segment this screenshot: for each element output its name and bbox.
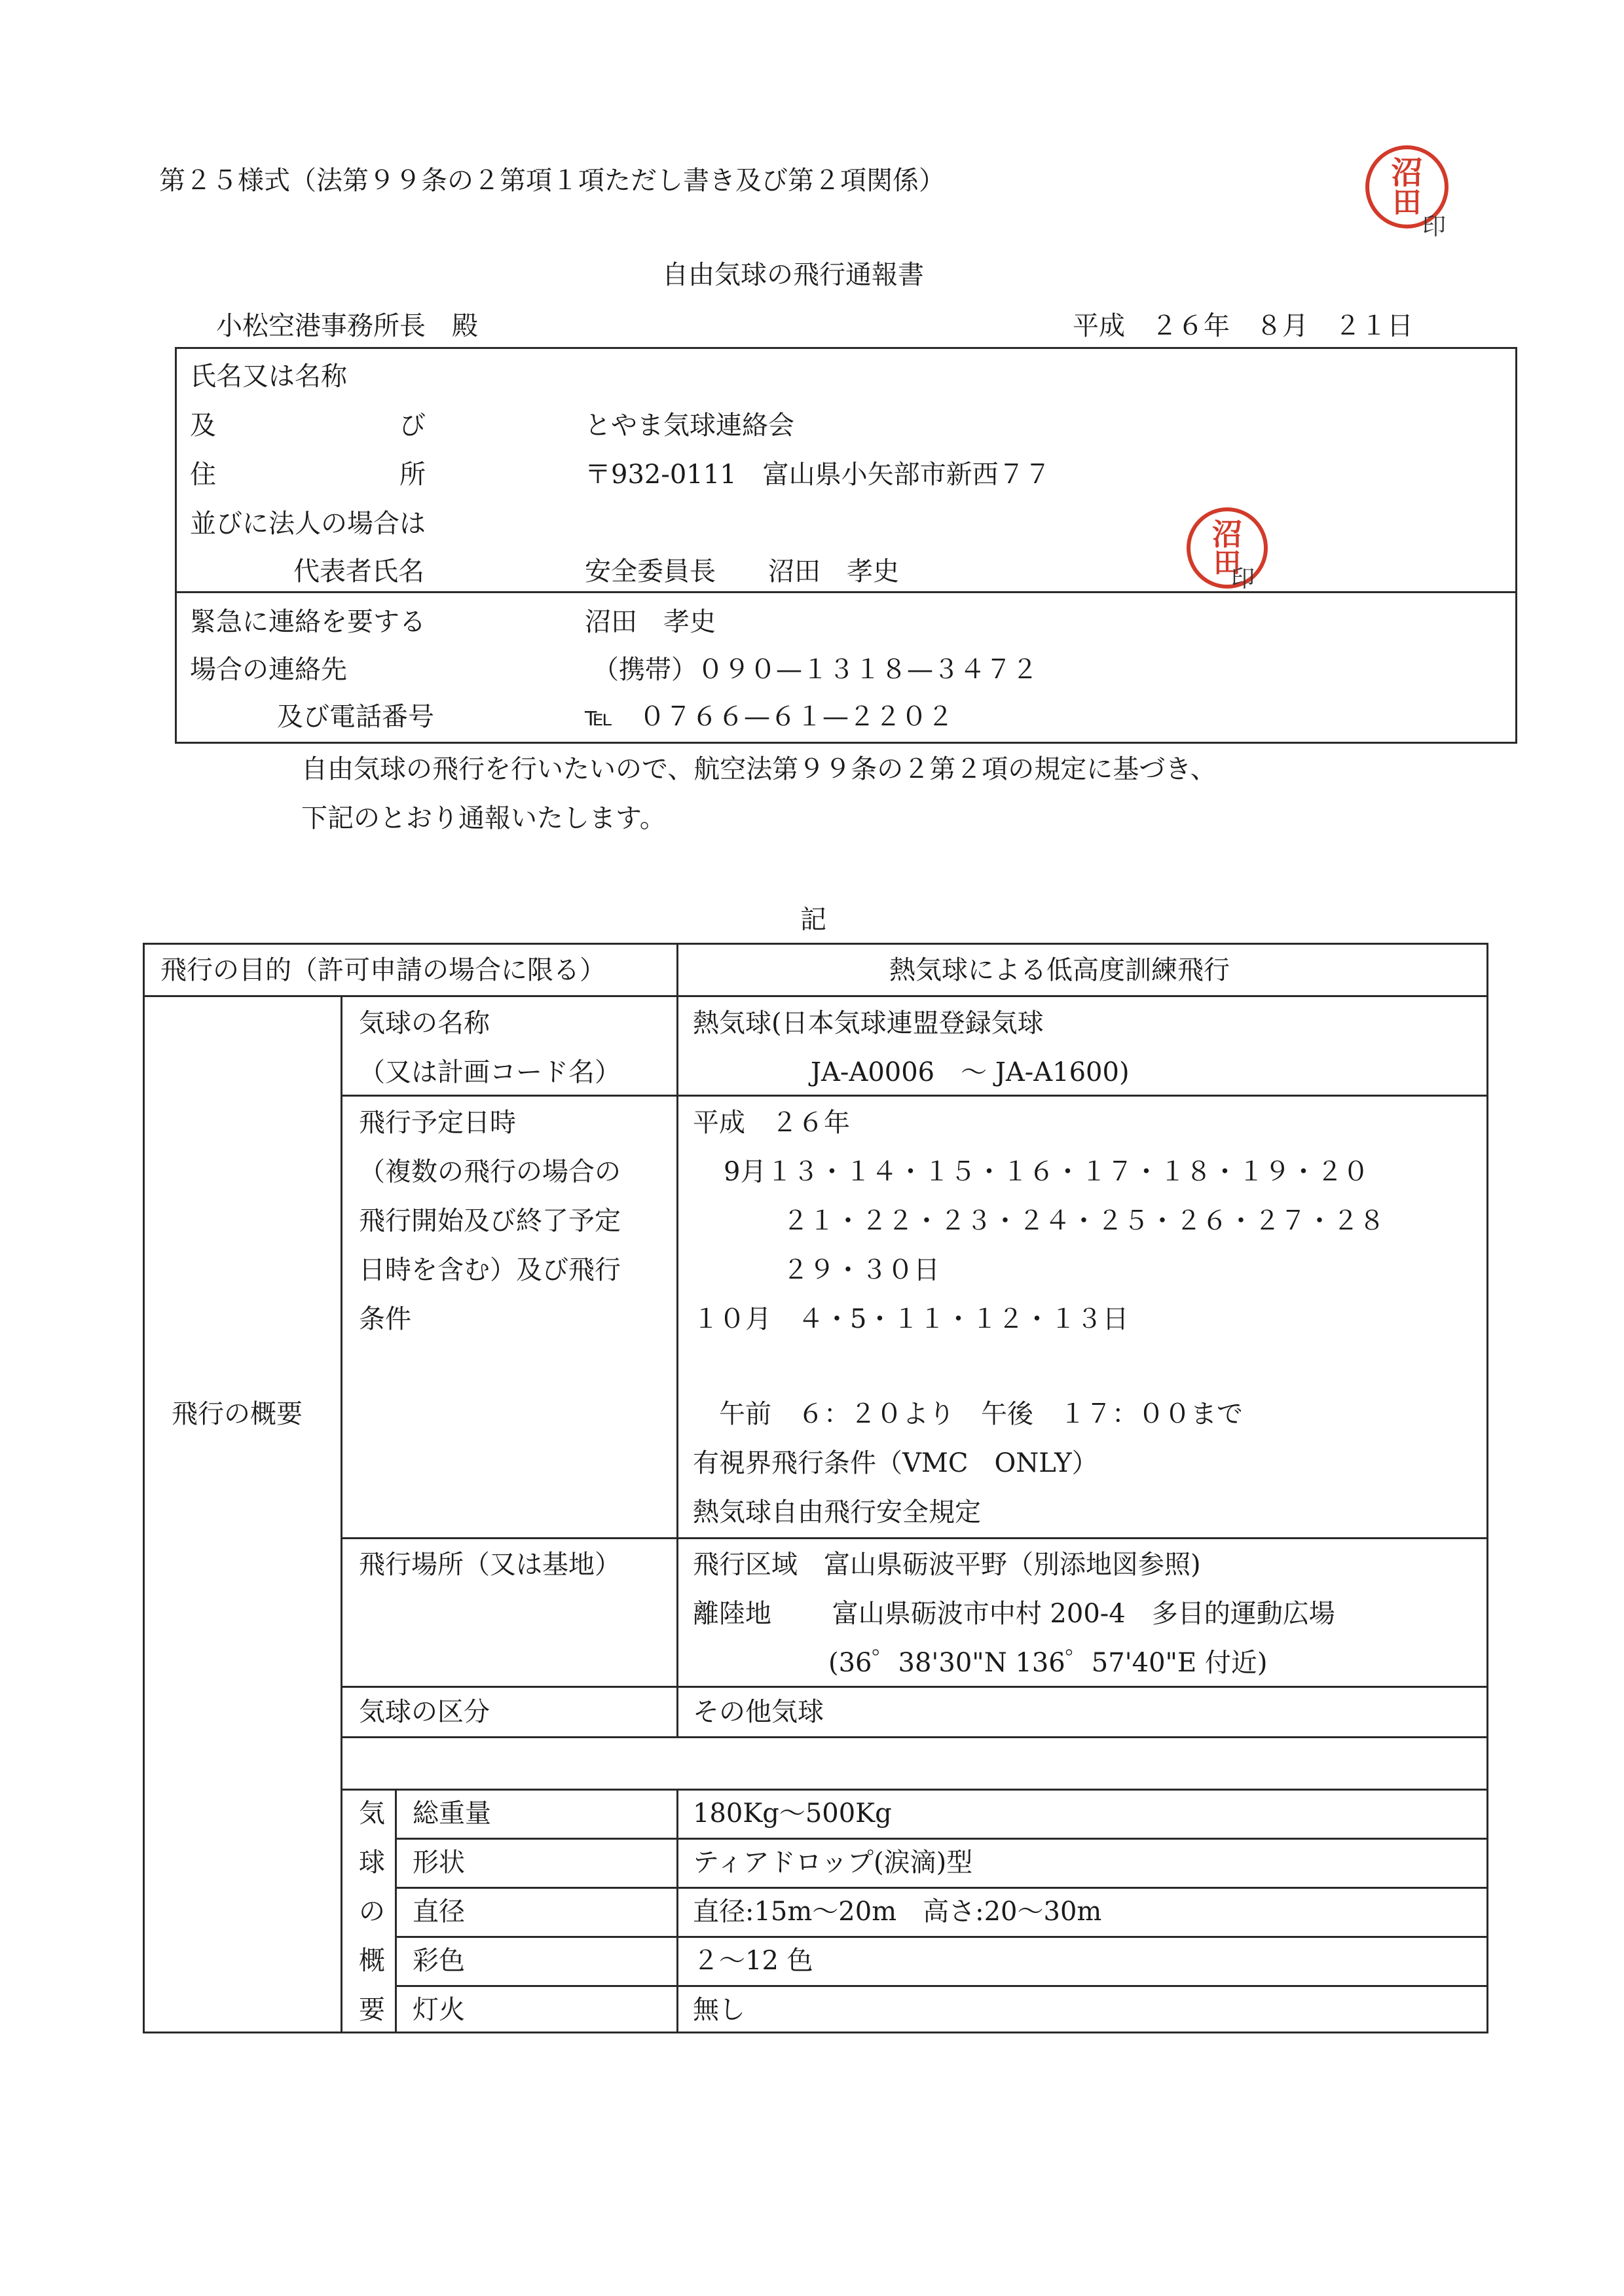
- applicant-label-and-1: 及: [190, 410, 216, 441]
- spec-group-char-5: 要: [359, 1995, 385, 2025]
- emergency-tel: ℡ ０７６６—６１—２２０２: [585, 702, 953, 732]
- schedule-label-5: 条件: [359, 1304, 411, 1334]
- purpose-value: 熱気球による低高度訓練飛行: [889, 955, 1230, 985]
- applicant-label-address-1: 住: [190, 460, 216, 490]
- spec-group-char-3: の: [359, 1897, 385, 1927]
- schedule-label-4: 日時を含む）及び飛行: [359, 1255, 621, 1285]
- seal-in-mark-representative: 印: [1231, 566, 1255, 592]
- purpose-label: 飛行の目的（許可申請の場合に限る）: [160, 955, 606, 985]
- spec-group-char-4: 概: [359, 1946, 385, 1976]
- spec-label-shape: 形状: [413, 1848, 465, 1878]
- emergency-label-3: 及び電話番号: [277, 702, 434, 732]
- applicant-label-name: 氏名又は名称: [190, 361, 347, 392]
- spec-label-lights: 灯火: [413, 1995, 465, 2025]
- spec-label-diameter: 直径: [413, 1897, 465, 1927]
- seal-in-mark-top: 印: [1422, 213, 1447, 240]
- place-takeoff: 離陸地 富山県砺波市中村 200-4 多目的運動広場: [693, 1599, 1335, 1629]
- applicant-label-address-2: 所: [399, 460, 426, 490]
- addressee: 小松空港事務所長 殿: [216, 311, 478, 341]
- place-coords: (36゜38'30"N 136゜57'40"E 付近): [828, 1648, 1268, 1678]
- balloon-name-value-2: JA-A0006 ～ JA-A1600): [811, 1057, 1130, 1087]
- balloon-name-label-2: （又は計画コード名）: [359, 1057, 621, 1087]
- emergency-contact-name: 沼田 孝史: [585, 607, 716, 637]
- applicant-label-and-2: び: [399, 410, 426, 441]
- applicant-divider: [175, 591, 1517, 593]
- seal-stamp-representative: 沼 田: [1187, 507, 1268, 589]
- document-title: 自由気球の飛行通報書: [662, 260, 924, 290]
- schedule-sep-1: 9月１３・１４・１５・１６・１７・１８・１９・２０: [724, 1157, 1369, 1187]
- schedule-label-1: 飛行予定日時: [359, 1108, 516, 1138]
- spec-value-weight: 180Kg～500Kg: [693, 1798, 892, 1829]
- schedule-sep-3: ２９・３０日: [783, 1255, 940, 1285]
- spec-value-lights: 無し: [693, 1995, 745, 2025]
- schedule-rules: 熱気球自由飛行安全規定: [693, 1497, 981, 1527]
- applicant-label-representative: 代表者氏名: [293, 556, 424, 587]
- applicant-label-corporate: 並びに法人の場合は: [190, 509, 426, 539]
- schedule-oct: １０月 ４・5・１１・１２・１３日: [693, 1304, 1129, 1334]
- schedule-sep-2: ２１・２２・２３・２４・２５・２６・２７・２８: [783, 1206, 1385, 1236]
- balloon-name-label-1: 気球の名称: [359, 1008, 490, 1038]
- ki-heading: 記: [800, 905, 826, 935]
- spec-group-char-1: 気: [359, 1798, 385, 1829]
- schedule-label-3: 飛行開始及び終了予定: [359, 1206, 621, 1236]
- spec-label-weight: 総重量: [413, 1798, 491, 1829]
- overview-label: 飛行の概要: [172, 1399, 303, 1429]
- applicant-name: とやま気球連絡会: [585, 410, 794, 441]
- schedule-vmc: 有視界飛行条件（VMC ONLY）: [693, 1448, 1098, 1478]
- spec-group-char-2: 球: [359, 1848, 385, 1878]
- balloon-name-value-1: 熱気球(日本気球連盟登録気球: [693, 1008, 1044, 1038]
- emergency-label-2: 場合の連絡先: [190, 655, 347, 685]
- intro-line-1: 自由気球の飛行を行いたいので、航空法第９９条の２第２項の規定に基づき、: [301, 754, 1217, 784]
- place-area: 飛行区域 富山県砺波平野（別添地図参照): [693, 1550, 1201, 1580]
- intro-line-2: 下記のとおり通報いたします。: [301, 803, 666, 833]
- applicant-representative: 安全委員長 沼田 孝史: [585, 556, 899, 587]
- spec-value-diameter: 直径:15m～20m 高さ:20～30m: [693, 1897, 1102, 1927]
- place-label: 飛行場所（又は基地）: [359, 1550, 621, 1580]
- form-number: 第２５様式（法第９９条の２第項１項ただし書き及び第２項関係）: [159, 166, 945, 196]
- class-value: その他気球: [693, 1697, 824, 1727]
- seal-stamp-top: 沼 田: [1365, 145, 1449, 228]
- spec-label-colors: 彩色: [413, 1946, 465, 1976]
- schedule-era: 平成 ２６年: [693, 1108, 850, 1138]
- emergency-label-1: 緊急に連絡を要する: [190, 607, 426, 637]
- submission-date: 平成 ２６年 ８月 ２１日: [1073, 311, 1413, 341]
- class-label: 気球の区分: [359, 1697, 490, 1727]
- applicant-address: 〒932-0111 富山県小矢部市新西７７: [585, 460, 1051, 490]
- emergency-mobile: （携帯）０９０—１３１８—３４７２: [593, 655, 1038, 685]
- spec-value-colors: ２～12 色: [693, 1946, 813, 1976]
- schedule-time: 午前 ６：２０より 午後 １７：００まで: [719, 1399, 1243, 1429]
- spec-value-shape: ティアドロップ(涙滴)型: [693, 1848, 973, 1878]
- schedule-label-2: （複数の飛行の場合の: [359, 1157, 621, 1187]
